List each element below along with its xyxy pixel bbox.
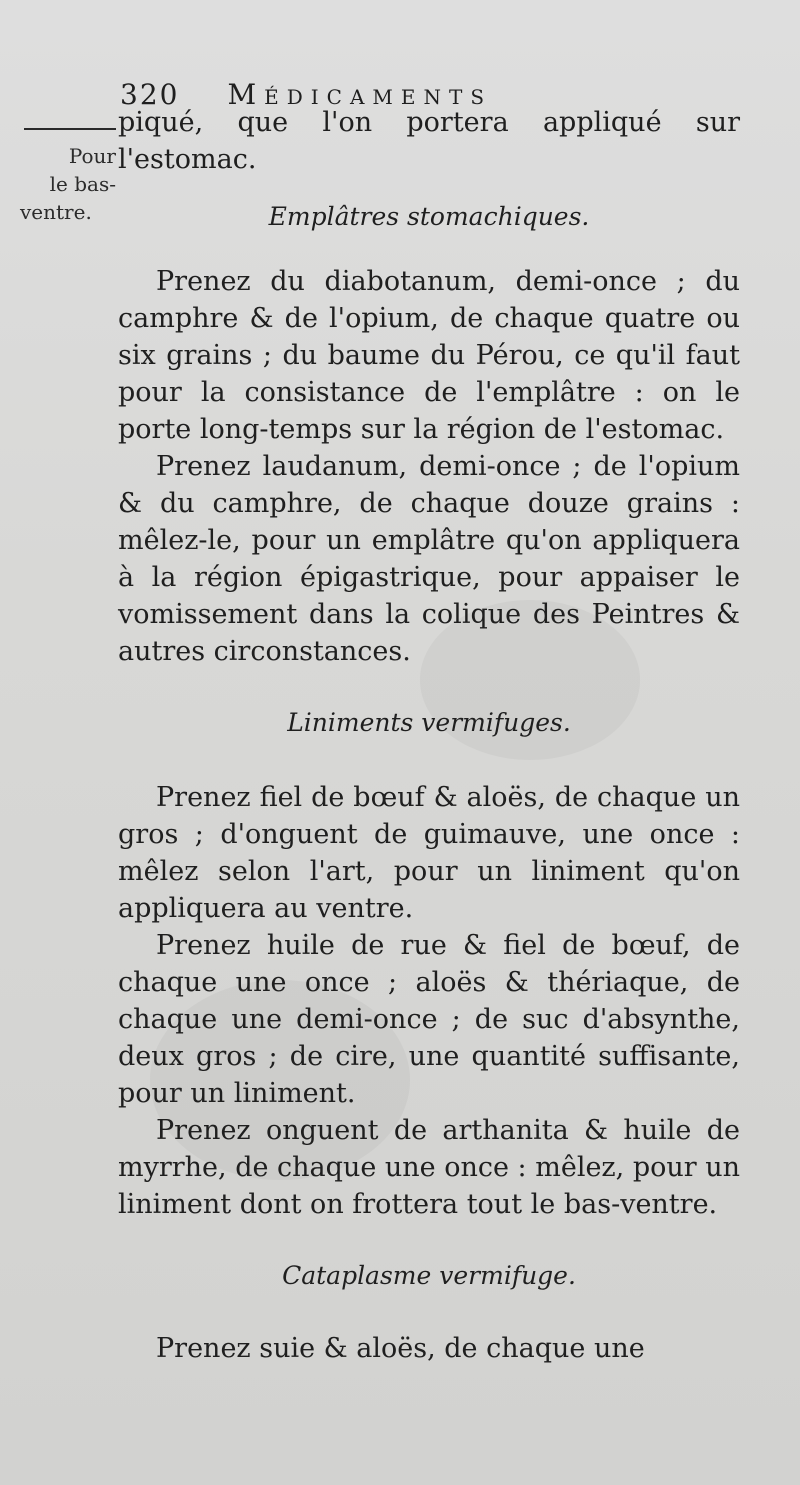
paragraph: piqué, que l'on portera appliqué sur l'estomac. <box>118 107 740 175</box>
body-text <box>118 100 740 1367</box>
section-heading: Cataplasme vermifuge. <box>282 1261 576 1290</box>
section-heading: Liniments vermifuges. <box>287 708 571 737</box>
margin-note-line: le bas- <box>49 172 116 196</box>
paragraph: Prenez laudanum, demi-once ; de l'opium & du camphre, de chaque douze grains : mêlez-le, pour un emplâtre qu'on appliquera à la région épigastrique, pour appaiser le vomissement dans la colique des Peintres & autres circonstances. <box>118 451 740 667</box>
running-title: Médicaments <box>227 78 493 111</box>
margin-note <box>20 142 116 226</box>
paragraph: Prenez fiel de bœuf & aloës, de chaque un gros ; d'onguent de guimauve, une once : mêlez selon l'art, pour un liniment qu'on appliquera au ventre. <box>118 782 740 924</box>
margin-rule <box>24 128 116 130</box>
margin-note-line: Pour <box>68 144 116 168</box>
paragraph: Prenez onguent de arthanita & huile de myrrhe, de chaque une once : mêlez, pour un liniment dont on frottera tout le bas-ventre. <box>118 1115 741 1220</box>
margin-note-line: ventre. <box>20 200 92 224</box>
page-number: 320 <box>120 78 180 111</box>
section-heading: Emplâtres stomachiques. <box>268 202 590 231</box>
paragraph: Prenez du diabotanum, demi-once ; du camphre & de l'opium, de chaque quatre ou six grains ; du baume du Pérou, ce qu'il faut pour la consistance de l'emplâtre : on le porte long-temps sur la région de l'estomac. <box>118 266 740 445</box>
paragraph: Prenez huile de rue & fiel de bœuf, de chaque une once ; aloës & thériaque, de chaque une demi-once ; de suc d'absynthe, deux gros ; de cire, une quantité suffisante, pour un liniment. <box>118 930 740 1109</box>
paragraph: Prenez suie & aloës, de chaque une <box>156 1333 645 1364</box>
